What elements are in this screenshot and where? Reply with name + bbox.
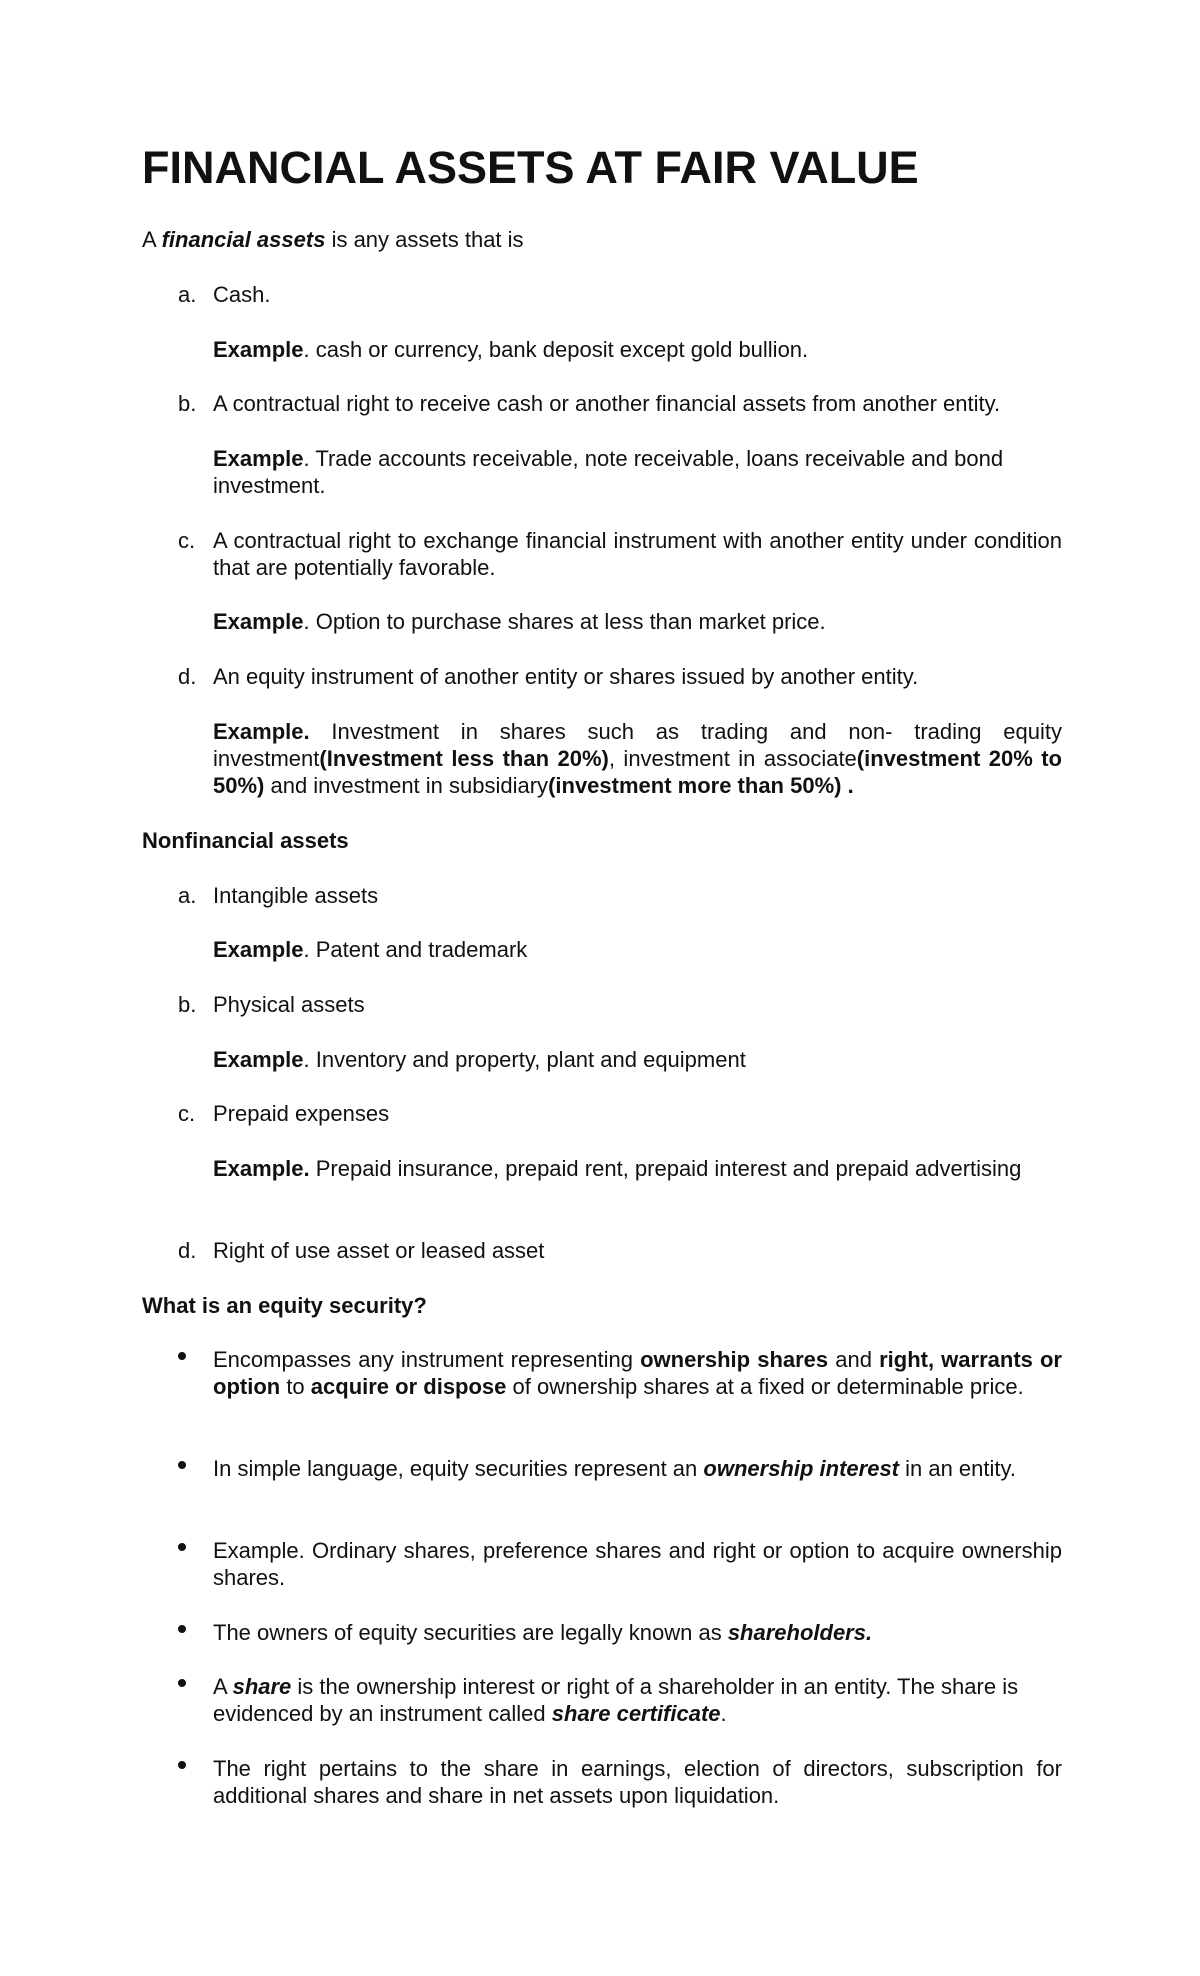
bullet-emphasis: right, warrants or option <box>213 1347 1062 1399</box>
intro-paragraph <box>142 226 524 253</box>
list-item: A contractual right to receive cash or another financial assets from another entity. <box>213 391 1001 416</box>
example-text: . Patent and trademark <box>303 937 528 962</box>
bullet-text: and <box>828 1347 880 1372</box>
intro-text-end: is any assets that is <box>325 227 524 252</box>
bullet-text: Example. Ordinary shares, preference shares and right or option to acquire ownership shares. <box>213 1538 1062 1590</box>
page-title: FINANCIAL ASSETS AT FAIR VALUE <box>142 142 919 193</box>
bullet-icon <box>178 1352 186 1360</box>
bullet-icon <box>178 1679 186 1687</box>
bullet-text: . <box>720 1701 727 1726</box>
example-line <box>213 336 1062 363</box>
example-label: Example <box>213 337 304 362</box>
bullet-text: The right pertains to the share in earnings, election of directors, subscription for additional shares and share in net assets upon liquidation. <box>213 1756 1062 1808</box>
example-text: Investment in shares such as trading and non- trading equity investment <box>213 719 1062 771</box>
list-marker: b. <box>178 391 197 416</box>
list-item: Physical assets <box>213 992 365 1017</box>
list-item: An equity instrument of another entity or shares issued by another entity. <box>213 664 919 689</box>
example-text: . cash or currency, bank deposit except gold bullion. <box>303 337 809 362</box>
example-line <box>213 718 1062 799</box>
example-text: and investment in subsidiary <box>264 773 549 798</box>
section-heading: What is an equity security? <box>142 1293 427 1318</box>
bullet-item <box>213 1619 1062 1646</box>
bullet-emphasis: ownership shares <box>640 1347 829 1372</box>
example-emphasis: (investment more than 50%) . <box>548 773 854 798</box>
list-item: Prepaid expenses <box>213 1101 390 1126</box>
bullet-text: The owners of equity securities are legally known as <box>213 1620 728 1645</box>
bullet-text: In simple language, equity securities represent an <box>213 1456 704 1481</box>
example-line <box>213 1046 1062 1073</box>
example-label: Example <box>213 1047 304 1072</box>
example-text: . Inventory and property, plant and equipment <box>303 1047 746 1072</box>
bullet-item <box>213 1455 1062 1482</box>
bullet-text: Encompasses any instrument representing <box>213 1347 641 1372</box>
list-marker: c. <box>178 528 196 553</box>
list-marker: a. <box>178 883 197 908</box>
example-label: Example <box>213 937 304 962</box>
intro-term: financial assets <box>161 227 326 252</box>
example-line <box>213 936 1062 963</box>
bullet-item <box>213 1673 1062 1727</box>
bullet-emphasis: share <box>232 1674 292 1699</box>
example-emphasis: (investment 20% to 50%) <box>213 746 1062 798</box>
bullet-emphasis: share certificate <box>551 1701 721 1726</box>
list-marker: c. <box>178 1101 196 1126</box>
list-marker: d. <box>178 664 197 689</box>
list-item: Intangible assets <box>213 883 379 908</box>
bullet-item <box>213 1537 1062 1591</box>
example-line <box>213 608 1062 635</box>
bullet-icon <box>178 1461 186 1469</box>
bullet-emphasis: ownership interest <box>703 1456 899 1481</box>
bullet-text: A <box>213 1674 233 1699</box>
example-label: Example. <box>213 1156 310 1181</box>
list-marker: b. <box>178 992 197 1017</box>
bullet-text: of ownership shares at a fixed or determinable price. <box>506 1374 1024 1399</box>
bullet-text: to <box>280 1374 311 1399</box>
example-text: , investment in associate <box>608 746 857 771</box>
example-text: . Option to purchase shares at less than market price. <box>303 609 826 634</box>
list-marker: a. <box>178 282 197 307</box>
bullet-icon <box>178 1625 186 1633</box>
example-label: Example <box>213 446 304 471</box>
section-heading: Nonfinancial assets <box>142 828 349 853</box>
list-marker: d. <box>178 1238 197 1263</box>
intro-text-start: A <box>142 227 162 252</box>
bullet-text: is the ownership interest or right of a shareholder in an entity. The share is evidenced by an instrument called <box>213 1674 1019 1726</box>
example-label: Example. <box>213 719 310 744</box>
example-text: Prepaid insurance, prepaid rent, prepaid interest and prepaid advertising <box>309 1156 1022 1181</box>
bullet-text: in an entity. <box>899 1456 1016 1481</box>
example-line <box>213 445 1043 499</box>
example-text: . Trade accounts receivable, note receivable, loans receivable and bond investment. <box>213 446 1004 498</box>
example-label: Example <box>213 609 304 634</box>
bullet-icon <box>178 1761 186 1769</box>
list-item: A contractual right to exchange financial instrument with another entity under condition that are potentially favorable. <box>213 528 1062 580</box>
list-item: Cash. <box>213 282 271 307</box>
example-emphasis: (Investment less than 20%) <box>319 746 609 771</box>
bullet-item <box>213 1346 1062 1400</box>
example-line <box>213 1155 1062 1182</box>
bullet-item <box>213 1755 1062 1809</box>
bullet-icon <box>178 1543 186 1551</box>
bullet-emphasis: shareholders. <box>727 1620 873 1645</box>
bullet-emphasis: acquire or dispose <box>310 1374 507 1399</box>
list-item: Right of use asset or leased asset <box>213 1238 545 1263</box>
